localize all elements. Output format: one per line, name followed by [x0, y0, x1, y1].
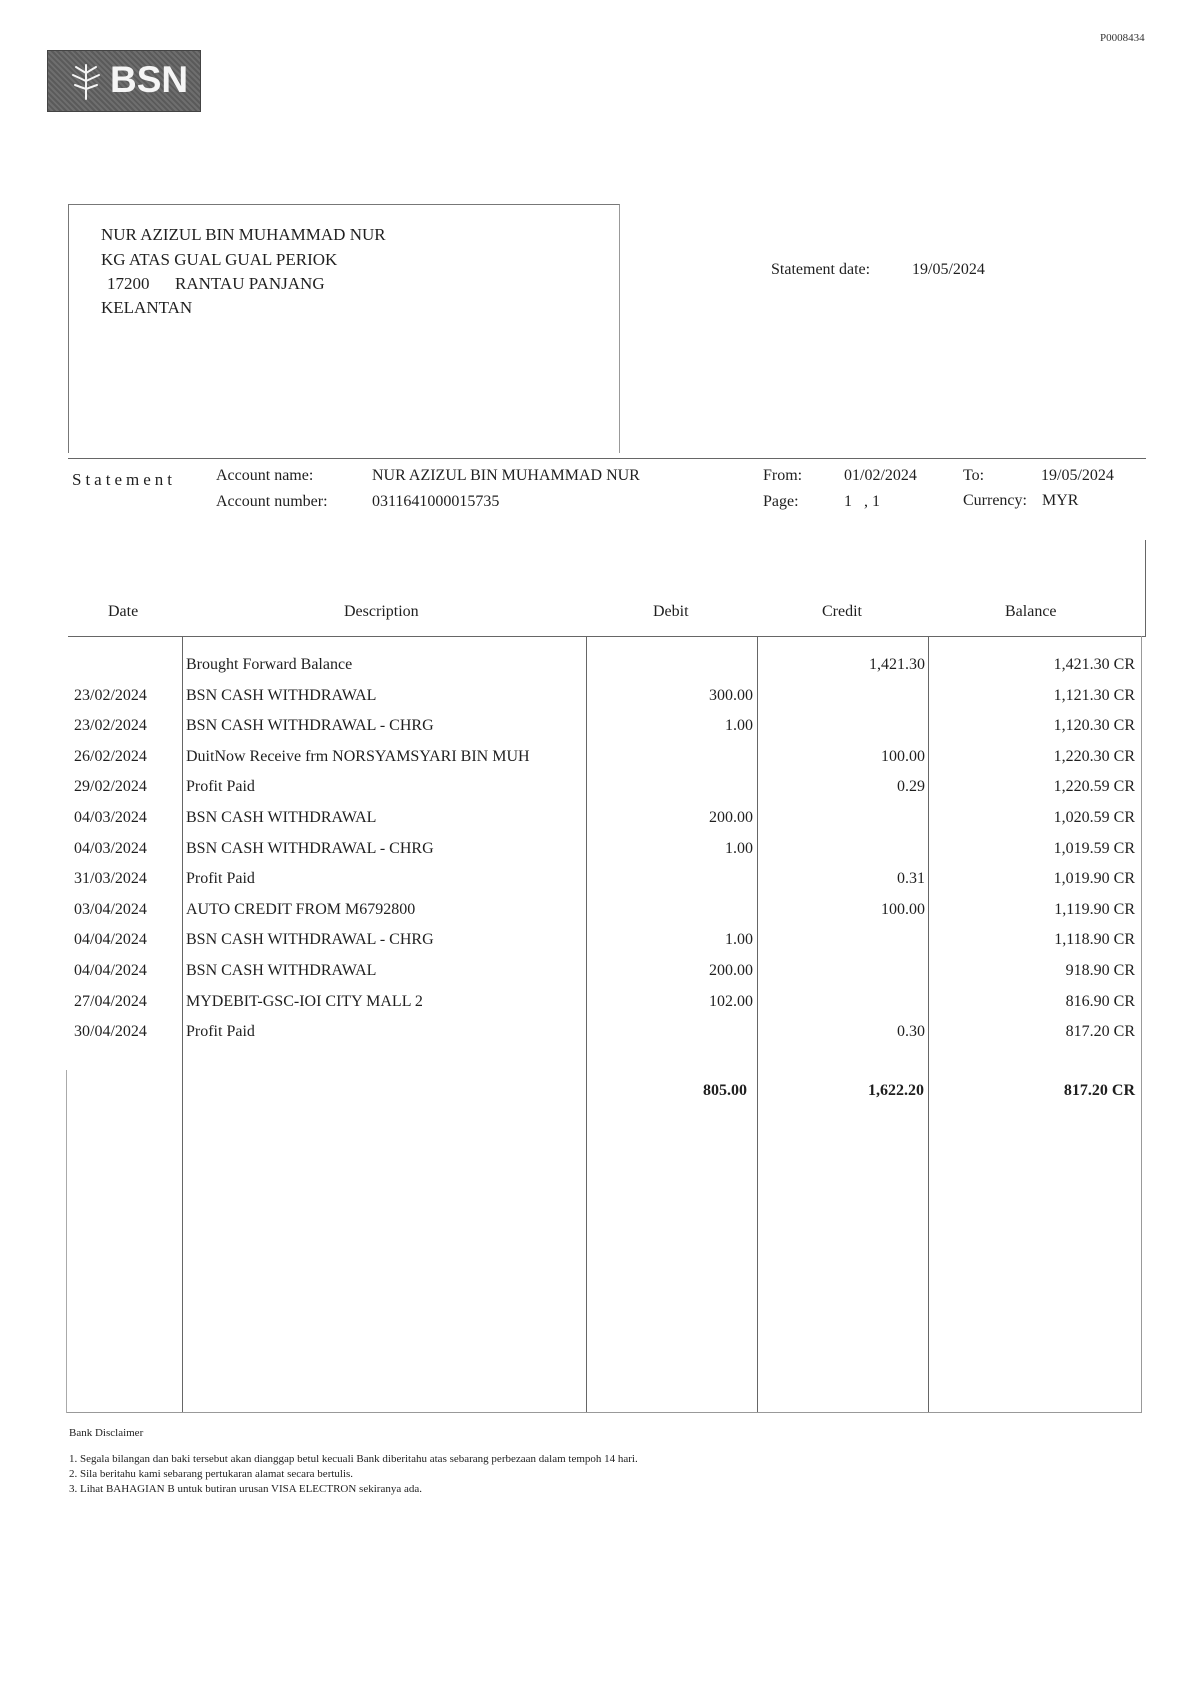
cell-date: 04/04/2024 — [74, 931, 147, 948]
total-balance: 817.20 CR — [1063, 1082, 1135, 1099]
document-reference: P0008434 — [1100, 32, 1145, 44]
cell-balance: 918.90 CR — [1065, 962, 1135, 979]
disclaimer-line: 1. Segala bilangan dan baki tersebut akan dianggap betul kecuali Bank diberitahu atas sebarang perbezaan dalam tempoh 14 hari. — [69, 1453, 638, 1465]
cell-date: 23/02/2024 — [74, 687, 147, 704]
to-label: To: — [963, 467, 985, 484]
statement-date-label: Statement date: — [771, 261, 871, 278]
cell-credit: 0.31 — [897, 870, 925, 887]
from-label: From: — [763, 467, 803, 484]
cell-description: BSN CASH WITHDRAWAL — [186, 809, 377, 826]
disclaimer-line: 3. Lihat BAHAGIAN B untuk butiran urusan VISA ELECTRON sekiranya ada. — [69, 1483, 422, 1495]
disclaimer-title: Bank Disclaimer — [69, 1427, 144, 1439]
cell-date: 30/04/2024 — [74, 1023, 147, 1040]
account-name-value: NUR AZIZUL BIN MUHAMMAD NUR — [372, 467, 640, 484]
header-debit: Debit — [653, 603, 689, 620]
to-value: 19/05/2024 — [1041, 467, 1114, 484]
bank-name: BSN — [110, 59, 189, 100]
cell-balance: 1,019.59 CR — [1053, 840, 1135, 857]
address-line-street: KG ATAS GUAL GUAL PERIOK — [101, 250, 338, 269]
cell-description: BSN CASH WITHDRAWAL — [186, 962, 377, 979]
header-balance: Balance — [1005, 603, 1057, 620]
cell-credit: 100.00 — [881, 748, 925, 765]
header-description: Description — [344, 603, 419, 620]
account-name-label: Account name: — [216, 467, 314, 484]
column-rule — [757, 636, 758, 1413]
address-line-name: NUR AZIZUL BIN MUHAMMAD NUR — [101, 225, 386, 244]
cell-balance: 817.20 CR — [1065, 1023, 1135, 1040]
cell-description: MYDEBIT-GSC-IOI CITY MALL 2 — [186, 993, 423, 1010]
table-right-rule — [1141, 636, 1142, 1413]
statement-date-value: 19/05/2024 — [912, 261, 985, 278]
cell-date: 04/04/2024 — [74, 962, 147, 979]
cell-date: 31/03/2024 — [74, 870, 147, 887]
cell-debit: 1.00 — [725, 931, 753, 948]
page-value: 1 , 1 — [844, 493, 880, 510]
cell-debit: 102.00 — [709, 993, 753, 1010]
cell-debit: 200.00 — [709, 809, 753, 826]
section-divider — [68, 458, 1146, 459]
from-value: 01/02/2024 — [844, 467, 917, 484]
account-number-label: Account number: — [216, 493, 328, 510]
cell-date: 23/02/2024 — [74, 717, 147, 734]
cell-date: 04/03/2024 — [74, 809, 147, 826]
cell-description: DuitNow Receive frm NORSYAMSYARI BIN MUH — [186, 748, 530, 765]
cell-description: BSN CASH WITHDRAWAL - CHRG — [186, 840, 434, 857]
cell-balance: 1,220.30 CR — [1053, 748, 1135, 765]
cell-balance: 816.90 CR — [1065, 993, 1135, 1010]
cell-date: 27/04/2024 — [74, 993, 147, 1010]
cell-credit: 0.29 — [897, 778, 925, 795]
total-debit: 805.00 — [703, 1082, 747, 1099]
cell-balance: 1,120.30 CR — [1053, 717, 1135, 734]
cell-balance: 1,118.90 CR — [1054, 931, 1135, 948]
cell-balance: 1,421.30 CR — [1053, 656, 1135, 673]
cell-date: 26/02/2024 — [74, 748, 147, 765]
cell-description: Brought Forward Balance — [186, 656, 353, 673]
cell-description: Profit Paid — [186, 1023, 255, 1040]
column-rule — [586, 636, 587, 1413]
table-left-rule — [66, 1070, 67, 1413]
disclaimer-line: 2. Sila beritahu kami sebarang pertukaran alamat secara bertulis. — [69, 1468, 354, 1480]
statement-title: Statement — [72, 470, 176, 489]
cell-description: BSN CASH WITHDRAWAL - CHRG — [186, 931, 434, 948]
address-line-postcode-city: 17200 RANTAU PANJANG — [107, 274, 325, 293]
page-label: Page: — [763, 493, 799, 510]
cell-date: 03/04/2024 — [74, 901, 147, 918]
cell-balance: 1,220.59 CR — [1053, 778, 1135, 795]
cell-credit: 100.00 — [881, 901, 925, 918]
header-edge-rule — [1145, 540, 1146, 637]
cell-balance: 1,119.90 CR — [1054, 901, 1135, 918]
address-line-state: KELANTAN — [101, 298, 193, 317]
cell-credit: 0.30 — [897, 1023, 925, 1040]
cell-credit: 1,421.30 — [869, 656, 925, 673]
bsn-logo — [47, 50, 201, 112]
cell-debit: 300.00 — [709, 687, 753, 704]
cell-balance: 1,121.30 CR — [1053, 687, 1135, 704]
cell-description: Profit Paid — [186, 870, 255, 887]
cell-description: AUTO CREDIT FROM M6792800 — [186, 901, 416, 918]
header-credit: Credit — [822, 603, 862, 620]
column-rule — [928, 636, 929, 1413]
table-header-rule — [68, 636, 1146, 637]
cell-description: BSN CASH WITHDRAWAL — [186, 687, 377, 704]
cell-debit: 200.00 — [709, 962, 753, 979]
total-credit: 1,622.20 — [868, 1082, 924, 1099]
cell-date: 04/03/2024 — [74, 840, 147, 857]
cell-debit: 1.00 — [725, 717, 753, 734]
cell-date: 29/02/2024 — [74, 778, 147, 795]
currency-value: MYR — [1042, 492, 1079, 509]
cell-balance: 1,019.90 CR — [1053, 870, 1135, 887]
header-date: Date — [108, 603, 139, 620]
cell-description: Profit Paid — [186, 778, 255, 795]
table-bottom-rule — [66, 1412, 1142, 1413]
cell-debit: 1.00 — [725, 840, 753, 857]
cell-description: BSN CASH WITHDRAWAL - CHRG — [186, 717, 434, 734]
account-number-value: 0311641000015735 — [372, 493, 500, 510]
currency-label: Currency: — [963, 492, 1027, 509]
tree-logo-icon — [68, 61, 104, 101]
cell-balance: 1,020.59 CR — [1053, 809, 1135, 826]
column-rule — [182, 636, 183, 1413]
address-window — [68, 204, 620, 453]
